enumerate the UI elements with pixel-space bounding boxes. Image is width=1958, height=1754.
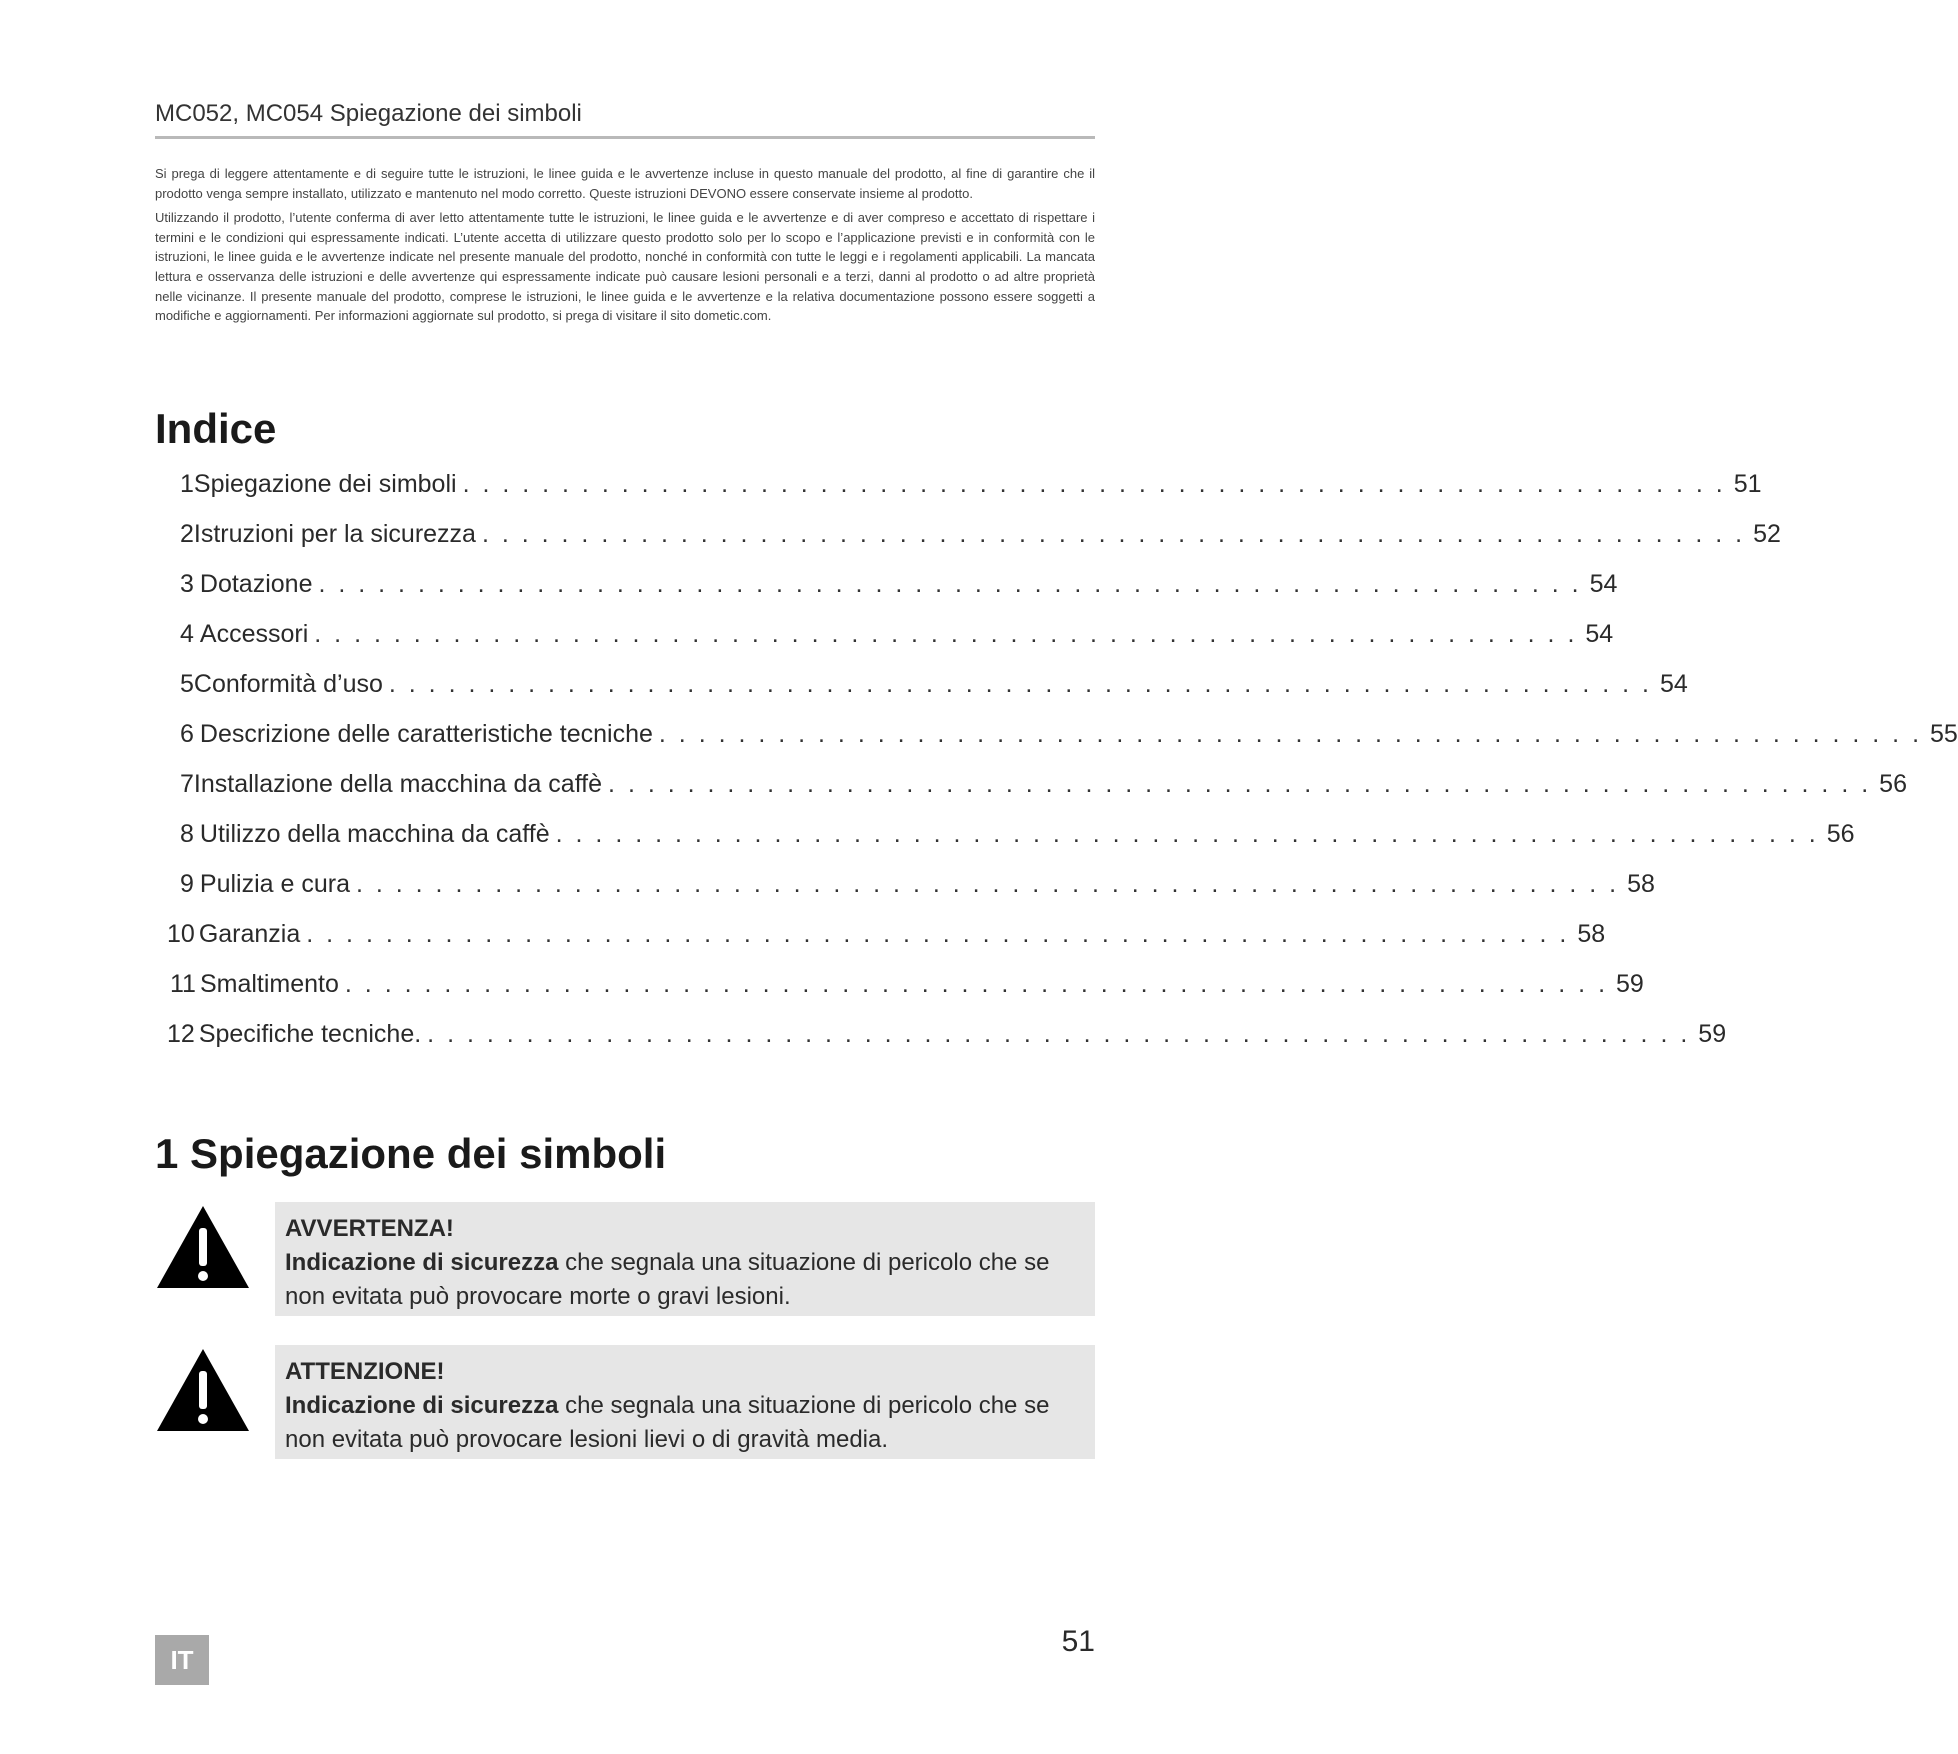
toc-item-number: 5 xyxy=(180,670,194,698)
notice-title: AVVERTENZA! xyxy=(285,1215,454,1242)
toc-leader-dots: . . . . . . . . . . . . . . . . . . . . . . . . . . . . . . . . . . . . . . . . . . . . . . . . . . . . . . . . . . . . . . . . xyxy=(481,520,1746,548)
toc-item-page: 54 xyxy=(1660,670,1688,698)
toc-item-page: 58 xyxy=(1577,920,1606,948)
page-header-title: MC052, MC054 Spiegazione dei simboli xyxy=(155,100,582,127)
toc-item[interactable] xyxy=(170,970,1644,1010)
notice-text: che segnala una situazione di pericolo che se non evitata può provocare lesioni lievi o di gravità media. xyxy=(285,1392,1050,1453)
toc-item[interactable] xyxy=(180,470,1762,510)
toc-item[interactable] xyxy=(180,670,1688,710)
toc-leader-dots: . . . . . . . . . . . . . . . . . . . . . . . . . . . . . . . . . . . . . . . . . . . . . . . . . . . . . . . . . . . . . . . . xyxy=(427,1020,1691,1048)
intro-paragraph-2: Utilizzando il prodotto, l’utente conferma di aver letto attentamente tutte le istruzioni, le linee guida e le avvertenze e di aver compreso e accettato di rispettare i termini e le condizioni qui espressamente indicati. L’utente accetta di utilizzare questo prodotto solo per lo scopo e l’applicazione previsti e in conformità con le istruzioni, le linee guida e le avvertenze indicate nel presente manuale del prodotto, nonché in conformità con tutte le leggi e i regolamenti applicabili. La mancata lettura e osservanza delle istruzioni e delle avvertenze qui espressamente indicate può causare lesioni personali e a terzi, danni al prodotto o ad altre proprietà nelle vicinanze. Il presente manuale del prodotto, comprese le istruzioni, le linee guida e le avvertenze e la relativa documentazione possono essere soggetti a modifiche e aggiornamenti. Per informazioni aggiornate sul prodotto, si prega di visitare il sito dometic.com. xyxy=(155,210,1095,324)
toc-item[interactable] xyxy=(180,820,1855,860)
warning-triangle-icon xyxy=(155,1347,251,1433)
toc-item-number: 7 xyxy=(180,770,194,798)
toc-leader-dots: . . . . . . . . . . . . . . . . . . . . . . . . . . . . . . . . . . . . . . . . . . . . . . . . . . . . . . . . . . . . . . . . xyxy=(314,620,1578,648)
section-heading: 1 Spiegazione dei simboli xyxy=(155,1130,667,1177)
toc-item-number: 1 xyxy=(180,470,194,498)
toc-item-label: Dotazione xyxy=(199,570,313,598)
toc-item-label: Smaltimento xyxy=(199,970,339,998)
toc-item-page: 54 xyxy=(1585,620,1614,648)
toc-item-label: Spiegazione dei simboli xyxy=(193,470,457,498)
index-heading: Indice xyxy=(155,405,277,452)
toc-item-number: 3 xyxy=(180,570,194,598)
toc-leader-dots: . . . . . . . . . . . . . . . . . . . . . . . . . . . . . . . . . . . . . . . . . . . . . . . . . . . . . . . . . . . . . . . . xyxy=(555,820,1819,848)
header-divider xyxy=(155,136,1095,139)
toc-item[interactable] xyxy=(180,570,1618,610)
toc-leader-dots: . . . . . . . . . . . . . . . . . . . . . . . . . . . . . . . . . . . . . . . . . . . . . . . . . . . . . . . . . . . . . . . . xyxy=(355,870,1620,898)
intro-paragraph-1: Si prega di leggere attentamente e di seguire tutte le istruzioni, le linee guida e le avvertenze incluse in questo manuale del prodotto, al fine di garantire che il prodotto venga sempre installato, utilizzato e mantenuto nel modo corretto. Queste istruzioni DEVONO essere conservate insieme al prodotto. xyxy=(155,166,1095,201)
toc-item-page: 56 xyxy=(1879,770,1907,798)
toc-item-label: Utilizzo della macchina da caffè xyxy=(199,820,550,848)
toc-item-number: 4 xyxy=(180,620,194,648)
toc-leader-dots: . . . . . . . . . . . . . . . . . . . . . . . . . . . . . . . . . . . . . . . . . . . . . . . . . . . . . . . . . . . . . . . . xyxy=(306,920,1570,948)
toc-item[interactable] xyxy=(180,720,1958,760)
toc-leader-dots: . . . . . . . . . . . . . . . . . . . . . . . . . . . . . . . . . . . . . . . . . . . . . . . . . . . . . . . . . . . . . . . . xyxy=(388,670,1653,698)
toc-item-page: 54 xyxy=(1589,570,1618,598)
toc-item-label: Installazione della macchina da caffè xyxy=(193,770,603,798)
toc-item[interactable] xyxy=(167,1020,1727,1060)
toc-item-page: 56 xyxy=(1826,820,1855,848)
toc-item-number: 8 xyxy=(180,820,194,848)
toc-item-label: Pulizia e cura xyxy=(199,870,350,898)
toc-item-page: 52 xyxy=(1753,520,1781,548)
toc-item[interactable] xyxy=(180,870,1655,910)
toc-item-label: Garanzia xyxy=(198,920,301,948)
toc-leader-dots: . . . . . . . . . . . . . . . . . . . . . . . . . . . . . . . . . . . . . . . . . . . . . . . . . . . . . . . . . . . . . . . . xyxy=(658,720,1923,748)
page-number: 51 xyxy=(1061,1625,1095,1658)
toc-item[interactable] xyxy=(180,770,1907,810)
toc-item-number: 6 xyxy=(180,720,194,748)
toc-item-label: Specifiche tecniche. xyxy=(198,1020,422,1048)
notice-bold-label: Indicazione di sicurezza xyxy=(285,1392,559,1419)
toc-item-label: Accessori xyxy=(199,620,309,648)
caution-notice xyxy=(275,1345,1095,1459)
toc-item-page: 55 xyxy=(1930,720,1958,748)
notice-title: ATTENZIONE! xyxy=(285,1358,445,1385)
toc-item[interactable] xyxy=(180,520,1781,560)
toc-leader-dots: . . . . . . . . . . . . . . . . . . . . . . . . . . . . . . . . . . . . . . . . . . . . . . . . . . . . . . . . . . . . . . . . xyxy=(462,470,1726,498)
toc-item-page: 51 xyxy=(1733,470,1762,498)
toc-item-number: 11 xyxy=(170,970,196,998)
toc-item-number: 10 xyxy=(167,920,195,948)
toc-item-page: 59 xyxy=(1616,970,1644,998)
toc-item-page: 58 xyxy=(1627,870,1655,898)
toc-item[interactable] xyxy=(180,620,1614,660)
notice-bold-label: Indicazione di sicurezza xyxy=(285,1249,559,1276)
toc-item-number: 2 xyxy=(180,520,194,548)
toc-leader-dots: . . . . . . . . . . . . . . . . . . . . . . . . . . . . . . . . . . . . . . . . . . . . . . . . . . . . . . . . . . . . . . . . xyxy=(318,570,1582,598)
language-badge: IT xyxy=(155,1635,209,1685)
toc-leader-dots: . . . . . . . . . . . . . . . . . . . . . . . . . . . . . . . . . . . . . . . . . . . . . . . . . . . . . . . . . . . . . . . . xyxy=(608,770,1872,798)
toc-item-number: 9 xyxy=(180,870,194,898)
intro-text xyxy=(155,164,1095,331)
toc-item[interactable] xyxy=(167,920,1606,960)
warning-notice xyxy=(275,1202,1095,1316)
toc-leader-dots: . . . . . . . . . . . . . . . . . . . . . . . . . . . . . . . . . . . . . . . . . . . . . . . . . . . . . . . . . . . . . . . . xyxy=(344,970,1609,998)
toc-item-page: 59 xyxy=(1698,1020,1727,1048)
toc-item-label: Istruzioni per la sicurezza xyxy=(193,520,476,548)
warning-triangle-icon xyxy=(155,1204,251,1290)
notice-text: che segnala una situazione di pericolo che se non evitata può provocare morte o gravi lesioni. xyxy=(285,1249,1050,1310)
toc-item-label: Descrizione delle caratteristiche tecniche xyxy=(199,720,653,748)
toc-item-label: Conformità d’uso xyxy=(193,670,383,698)
toc-item-number: 12 xyxy=(167,1020,195,1048)
